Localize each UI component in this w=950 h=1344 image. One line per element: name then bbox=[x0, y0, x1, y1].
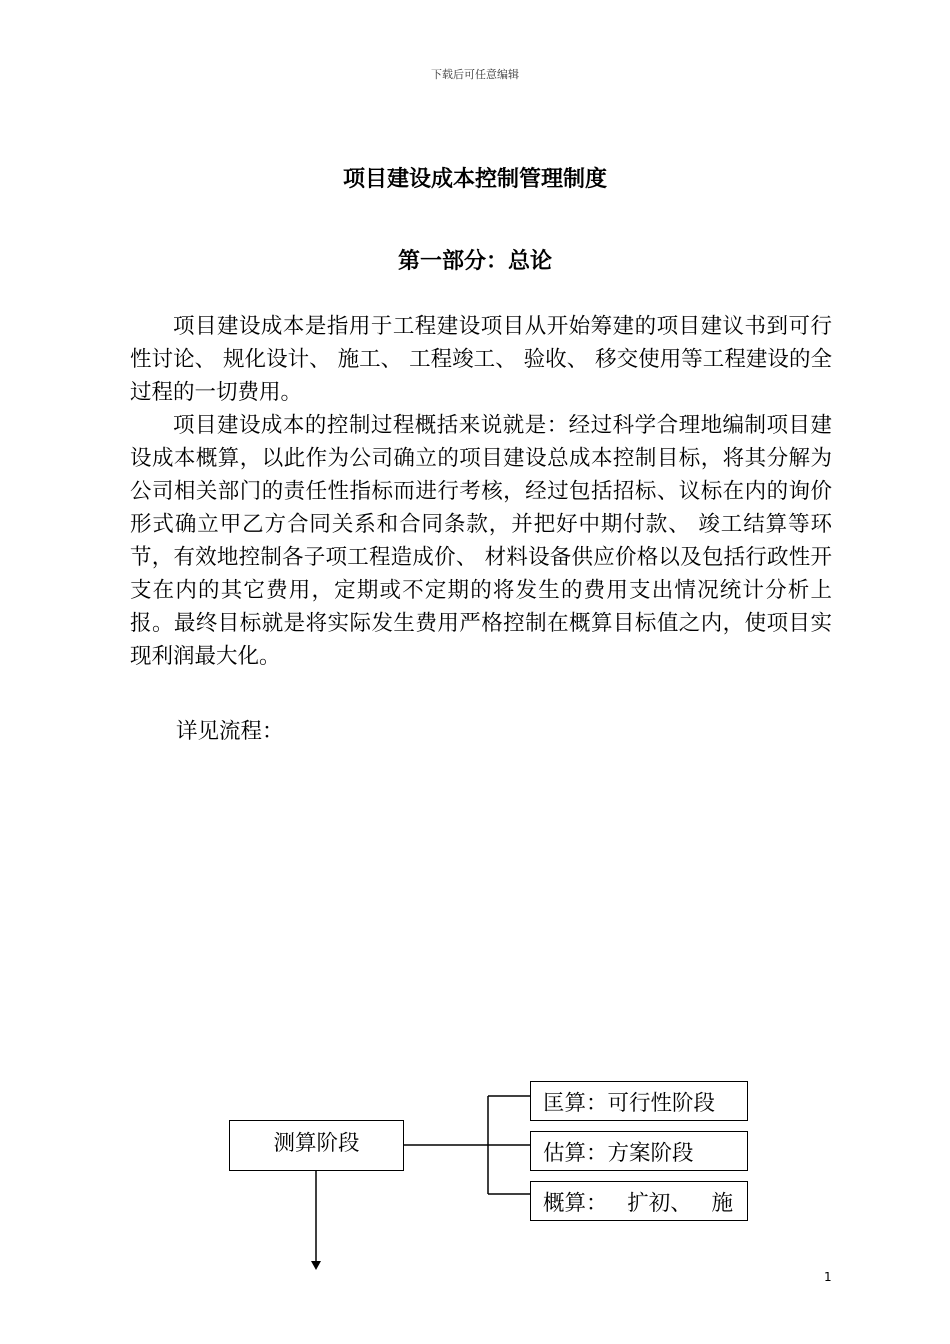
flow-box-budget-estimate bbox=[530, 1181, 748, 1221]
paragraph-definition: 项目建设成本是指用于工程建设项目从开始筹建的项目建议书到可行性讨论、 规化设计、 施工、 工程竣工、 验收、 移交使用等工程建设的全过程的一切费用。 bbox=[130, 314, 832, 405]
body-text bbox=[130, 310, 832, 673]
section-title: 第一部分：总论 bbox=[397, 249, 552, 274]
flow-box-budget-estimate-label: 概算： 扩初、 施 bbox=[543, 1190, 733, 1216]
page-number: 1 bbox=[824, 1270, 832, 1284]
flow-box-measurement-stage: 测算阶段 bbox=[229, 1120, 404, 1171]
flow-box-estimate: 估算：方案阶段 bbox=[530, 1131, 748, 1171]
document-title: 项目建设成本控制管理制度 bbox=[342, 167, 607, 192]
flow-box-rough-estimate: 匡算：可行性阶段 bbox=[530, 1081, 748, 1121]
flow-label: 详见流程： bbox=[176, 719, 284, 744]
arrow-down-icon bbox=[311, 1261, 321, 1270]
header-note: 下载后可任意编辑 bbox=[431, 68, 519, 81]
paragraph-control-process: 项目建设成本的控制过程概括来说就是：经过科学合理地编制项目建设成本概算，以此作为公司确立的项目建设总成本控制目标，将其分解为公司相关部门的责任性指标而进行考核，经过包括招标、议标在内的询价形式确立甲乙方合同关系和合同条款，并把好中期付款、 竣工结算等环节，有效地控制各子项工程造成价、 材料设备供应价格以及包括行政性开支在内的其它费用，定期或不定期的将发生的费用支出情况统计分析上报。最终目标就是将实际发生费用严格控制在概算目标值之内，使项目实现利润最大化。 bbox=[130, 413, 832, 669]
